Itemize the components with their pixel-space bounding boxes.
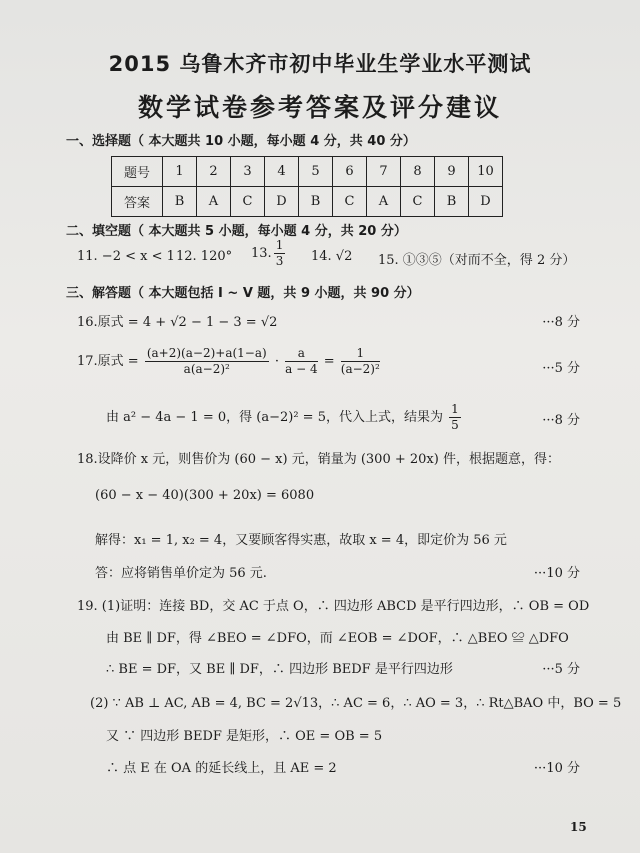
q17-prefix: 17.原式 = xyxy=(77,354,139,369)
fill-answer-14: 14. √2 xyxy=(311,249,353,264)
exam-subtitle: 数学试卷参考答案及评分建议 xyxy=(137,93,502,122)
table-cell: B xyxy=(163,187,197,217)
table-cell: A xyxy=(197,187,231,217)
q16-score: ···8 分 xyxy=(542,315,580,330)
q19-line2: 由 BE ∥ DF，得 ∠BEO = ∠DFO，而 ∠EOB = ∠DOF，∴ △BEO ≌ △DFO xyxy=(106,631,569,646)
section1-heading: 一、选择题（ 本大题共 10 小题，每小题 4 分，共 40 分） xyxy=(66,134,416,149)
table-cell: A xyxy=(367,187,401,217)
numerator: 1 xyxy=(275,238,284,252)
q19-line5: 又 ∵ 四边形 BEDF 是矩形，∴ OE = OB = 5 xyxy=(106,729,383,744)
q18-equation: (60 − x − 40)(300 + 20x) = 6080 xyxy=(95,488,315,503)
table-cell: 10 xyxy=(469,157,503,187)
multiply-dot: · xyxy=(274,354,279,369)
numerator: (a+2)(a−2)+a(1−a) xyxy=(146,346,267,360)
q19-part1-score: ···5 分 xyxy=(542,662,580,677)
table-row-answers xyxy=(112,187,503,217)
numerator: a xyxy=(285,346,317,362)
q16-solution: 16.原式 = 4 + √2 − 1 − 3 = √2 xyxy=(77,315,278,330)
q19-line1: 19. (1)证明：连接 BD，交 AC 于点 O，∴ 四边形 ABCD 是平行四边形，∴ OB = OD xyxy=(77,599,590,614)
section3-heading: 三、解答题（ 本大题包括 Ⅰ ~ Ⅴ 题，共 9 小题，共 90 分） xyxy=(66,286,420,301)
fill-answer-15: 15. ①③⑤（对而不全，得 2 分） xyxy=(378,253,576,268)
q17-score: ···5 分 xyxy=(542,361,580,376)
q17-part2-score: ···8 分 xyxy=(542,413,580,428)
q17-part2 xyxy=(106,402,463,433)
choice-answer-table xyxy=(111,156,503,217)
fraction xyxy=(341,346,380,377)
fill-answer-11: 11. −2 < x < 1 xyxy=(77,249,175,264)
table-cell: C xyxy=(333,187,367,217)
row-label-answer: 答案 xyxy=(112,187,163,217)
fraction xyxy=(274,238,286,269)
q18-score: ···10 分 xyxy=(533,566,580,581)
q18-setup: 18.设降价 x 元，则售价为 (60 − x) 元，销量为 (300 + 20x) 件，根据题意，得： xyxy=(77,452,560,467)
table-cell: B xyxy=(435,187,469,217)
table-cell: 7 xyxy=(367,157,401,187)
fraction xyxy=(449,402,461,433)
q17-solution xyxy=(77,346,382,377)
equals-sign: = xyxy=(323,354,335,369)
fill-answer-13-prefix: 13. xyxy=(251,246,272,261)
table-cell: 8 xyxy=(401,157,435,187)
table-cell: 4 xyxy=(265,157,299,187)
table-row-numbers xyxy=(112,157,503,187)
fill-answer-13 xyxy=(251,238,287,269)
numerator: 1 xyxy=(341,346,380,362)
section2-heading: 二、填空题（ 本大题共 5 小题，每小题 4 分，共 20 分） xyxy=(66,224,407,239)
table-cell: D xyxy=(265,187,299,217)
table-cell: D xyxy=(469,187,503,217)
denominator: 3 xyxy=(275,254,284,268)
fraction xyxy=(145,346,269,377)
denominator: a − 4 xyxy=(285,362,318,376)
row-label-number: 题号 xyxy=(112,157,163,187)
q19-line6: ∴ 点 E 在 OA 的延长线上，且 AE = 2 xyxy=(106,761,337,776)
q19-part2-score: ···10 分 xyxy=(533,761,580,776)
q19-line3: ∴ BE = DF，又 BE ∥ DF，∴ 四边形 BEDF 是平行四边形 xyxy=(106,662,453,677)
q18-solve: 解得：x₁ = 1, x₂ = 4，又要顾客得实惠，故取 x = 4，即定价为 56 元 xyxy=(95,533,507,548)
page-number: 15 xyxy=(570,820,587,834)
table-cell: 1 xyxy=(163,157,197,187)
denominator: a(a−2)² xyxy=(183,362,230,376)
q18-answer: 答：应将销售单价定为 56 元. xyxy=(95,566,267,581)
exam-title: 2015 乌鲁木齐市初中毕业生学业水平测试 xyxy=(108,52,532,76)
table-cell: C xyxy=(231,187,265,217)
fill-answer-12: 12. 120° xyxy=(176,249,233,264)
q19-line4: (2) ∵ AB ⊥ AC, AB = 4, BC = 2√13，∴ AC = 6，∴ AO = 3，∴ Rt△BAO 中，BO = 5 xyxy=(90,696,622,711)
denominator: 5 xyxy=(451,418,459,432)
q17-part2-text: 由 a² − 4a − 1 = 0，得 (a−2)² = 5，代入上式，结果为 xyxy=(106,410,443,425)
table-cell: 6 xyxy=(333,157,367,187)
table-cell: 5 xyxy=(299,157,333,187)
numerator: 1 xyxy=(451,402,459,416)
table-cell: B xyxy=(299,187,333,217)
denominator: (a−2)² xyxy=(340,362,380,376)
table-cell: 2 xyxy=(197,157,231,187)
table-cell: 9 xyxy=(435,157,469,187)
table-cell: 3 xyxy=(231,157,265,187)
fraction xyxy=(285,346,317,377)
table-cell: C xyxy=(401,187,435,217)
